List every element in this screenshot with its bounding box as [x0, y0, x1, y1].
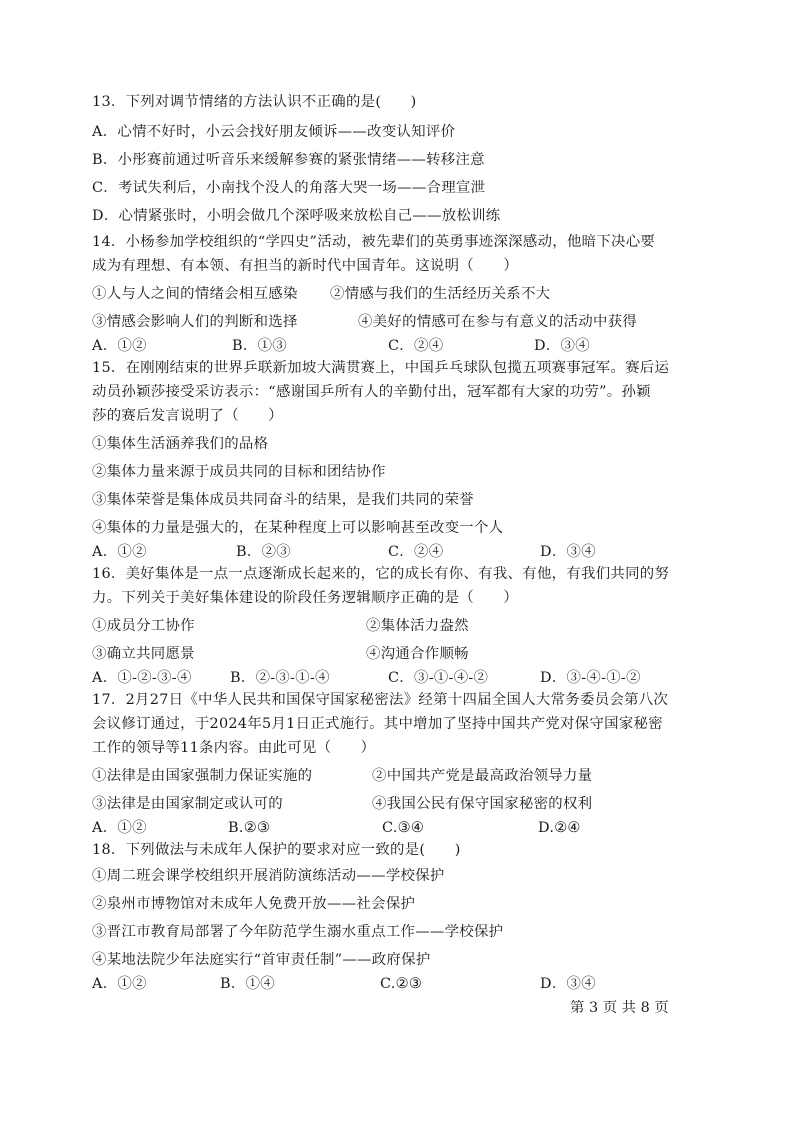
q17-stem-line-2: 会议修订通过，于2024年5月1日正式施行。其中增加了坚持中国共产党对保守国家秘密 [92, 716, 663, 732]
q16-statement-4: ④沟通合作顺畅 [366, 646, 469, 662]
q18-stem: 18．下列做法与未成年人保护的要求对应一致的是( ) [92, 842, 461, 858]
q15-statement-1: ①集体生活涵养我们的品格 [92, 436, 269, 452]
q16-statement-1: ①成员分工协作 [92, 618, 195, 634]
q17-stem-line-3: 工作的领导等11条内容。由此可见（ ） [92, 740, 376, 756]
q15-statement-2: ②集体力量来源于成员共同的目标和团结协作 [92, 464, 386, 480]
q13-option-d: D．心情紧张时，小明会做几个深呼吸来放松自己——放松训练 [92, 208, 501, 224]
q16-option-d: D．③-④-①-② [540, 670, 641, 686]
q15-stem-line-1: 15．在刚刚结束的世界乒联新加坡大满贯赛上，中国乒乓球队包揽五项赛事冠军。赛后运 [92, 360, 670, 376]
q15-stem-line-3: 莎的赛后发言说明了（ ） [92, 408, 283, 424]
q17-option-a: A．①② [92, 820, 147, 836]
q18-option-b: B．①④ [220, 976, 275, 992]
q13-option-a: A．心情不好时，小云会找好朋友倾诉——改变认知评价 [92, 124, 456, 140]
q14-statement-3: ③情感会影响人们的判断和选择 [92, 314, 298, 330]
q14-stem-line-2: 成为有理想、有本领、有担当的新时代中国青年。这说明（ ） [92, 258, 519, 274]
q18-statement-1: ①周二班会课学校组织开展消防演练活动——学校保护 [92, 868, 445, 884]
q18-statement-3: ③晋江市教育局部署了今年防范学生溺水重点工作——学校保护 [92, 924, 504, 940]
q13-stem: 13．下列对调节情绪的方法认识不正确的是( ) [92, 94, 417, 110]
q15-option-b: B．②③ [236, 544, 291, 560]
q14-stem-line-1: 14．小杨参加学校组织的“学四史”活动，被先辈们的英勇事迹深深感动，他暗下决心要 [92, 234, 656, 250]
q17-option-b: B.②③ [228, 820, 271, 836]
q17-statement-3: ③法律是由国家制定或认可的 [92, 796, 283, 812]
q15-statement-4: ④集体的力量是强大的，在某种程度上可以影响甚至改变一个人 [92, 520, 504, 536]
q18-option-a: A．①② [92, 976, 147, 992]
q16-statement-2: ②集体活力盎然 [366, 618, 469, 634]
q13-option-c: C．考试失利后，小南找个没人的角落大哭一场——合理宣泄 [92, 180, 486, 196]
q17-statement-1: ①法律是由国家强制力保证实施的 [92, 768, 313, 784]
q16-option-c: C．③-①-④-② [388, 670, 489, 686]
q16-stem-line-1: 16．美好集体是一点一点逐渐成长起来的，它的成长有你、有我、有他，有我们共同的努 [92, 566, 670, 582]
q16-stem-line-2: 力。下列关于美好集体建设的阶段任务逻辑顺序正确的是（ ） [92, 590, 519, 606]
q13-option-b: B．小彤赛前通过听音乐来缓解参赛的紧张情绪——转移注意 [92, 152, 485, 168]
q17-option-c: C.③④ [382, 820, 425, 836]
q15-option-c: C．②④ [388, 544, 444, 560]
q17-option-d: D.②④ [538, 820, 581, 836]
q17-statement-4: ④我国公民有保守国家秘密的权利 [372, 796, 593, 812]
q14-option-d: D．③④ [534, 338, 590, 354]
q14-option-c: C．②④ [388, 338, 444, 354]
q14-option-b: B．①③ [232, 338, 287, 354]
q15-stem-line-2: 动员孙颖莎接受采访表示：“感谢国乒所有人的辛勤付出，冠军都有大家的功劳”。孙颖 [92, 384, 651, 400]
q16-option-a: A．①-②-③-④ [92, 670, 192, 686]
q18-option-d: D．③④ [540, 976, 596, 992]
q14-statement-1: ①人与人之间的情绪会相互感染 [92, 286, 298, 302]
q17-statement-2: ②中国共产党是最高政治领导力量 [372, 768, 593, 784]
page-number-footer: 第 3 页 共 8 页 [570, 1000, 669, 1016]
q15-statement-3: ③集体荣誉是集体成员共同奋斗的结果，是我们共同的荣誉 [92, 492, 474, 508]
q14-statement-2: ②情感与我们的生活经历关系不大 [330, 286, 551, 302]
q14-option-a: A．①② [92, 338, 147, 354]
q18-statement-4: ④某地法院少年法庭实行“首审责任制”——政府保护 [92, 952, 431, 968]
q14-statement-4: ④美好的情感可在参与有意义的活动中获得 [358, 314, 638, 330]
q18-statement-2: ②泉州市博物馆对未成年人免费开放——社会保护 [92, 896, 416, 912]
q15-option-d: D．③④ [540, 544, 596, 560]
q15-option-a: A．①② [92, 544, 147, 560]
q16-option-b: B．②-③-①-④ [230, 670, 330, 686]
q17-stem-line-1: 17．2月27日《中华人民共和国保守国家秘密法》经第十四届全国人大常务委员会第八次 [92, 692, 669, 708]
q16-statement-3: ③确立共同愿景 [92, 646, 195, 662]
q18-option-c: C.②③ [380, 976, 423, 992]
